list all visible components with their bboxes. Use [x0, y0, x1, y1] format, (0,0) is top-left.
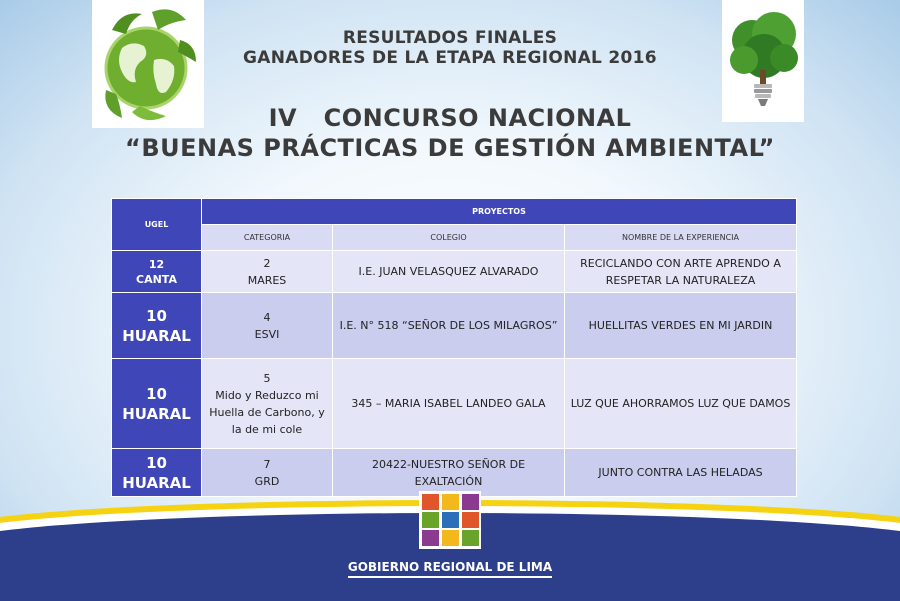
categoria-name: GRD — [254, 474, 280, 488]
categoria-name: Mido y Reduzco mi Huella de Carbono, y la de mi cole — [209, 388, 325, 436]
results-heading — [0, 28, 900, 68]
categoria-number: 7 — [263, 457, 271, 471]
results-table — [111, 198, 797, 497]
categoria-number: 4 — [263, 310, 271, 324]
categoria-number: 2 — [263, 256, 271, 270]
categoria-name: ESVI — [254, 327, 280, 341]
experiencia-cell: HUELLITAS VERDES EN MI JARDIN — [565, 293, 797, 359]
column-group-header-proyectos: PROYECTOS — [202, 199, 797, 225]
categoria-cell — [202, 251, 333, 293]
ugel-number: 10 — [146, 384, 167, 403]
column-header-colegio: COLEGIO — [333, 225, 565, 251]
table-header-row — [112, 199, 797, 225]
experiencia-cell: RECICLANDO CON ARTE APRENDO A RESPETAR LA NATURALEZA — [565, 251, 797, 293]
colegio-cell: I.E. N° 518 “SEÑOR DE LOS MILAGROS” — [333, 293, 565, 359]
experiencia-cell: JUNTO CONTRA LAS HELADAS — [565, 449, 797, 497]
gobierno-regional-brand — [0, 560, 900, 574]
results-heading-line2: GANADORES DE LA ETAPA REGIONAL 2016 — [243, 48, 657, 68]
categoria-cell — [202, 359, 333, 449]
ugel-name: HUARAL — [122, 404, 191, 423]
colegio-cell: 345 – MARIA ISABEL LANDEO GALA — [333, 359, 565, 449]
results-heading-line1: RESULTADOS FINALES — [342, 28, 558, 48]
colegio-cell: I.E. JUAN VELASQUEZ ALVARADO — [333, 251, 565, 293]
ugel-cell — [112, 449, 202, 497]
ugel-number: 10 — [146, 453, 167, 472]
table-row — [112, 251, 797, 293]
contest-title-line1: IV CONCURSO NACIONAL — [268, 104, 632, 132]
table-row — [112, 293, 797, 359]
ugel-name: HUARAL — [122, 326, 191, 345]
table-subheader-row — [112, 225, 797, 251]
column-header-ugel: UGEL — [112, 199, 202, 251]
contest-title-line2: “BUENAS PRÁCTICAS DE GESTIÓN AMBIENTAL” — [125, 134, 775, 162]
ugel-name: CANTA — [136, 272, 177, 286]
ugel-number: 12 — [148, 257, 165, 271]
column-header-experiencia: NOMBRE DE LA EXPERIENCIA — [565, 225, 797, 251]
categoria-cell — [202, 293, 333, 359]
categoria-number: 5 — [263, 371, 271, 385]
ugel-number: 10 — [146, 306, 167, 325]
gobierno-regional-label: GOBIERNO REGIONAL DE LIMA — [348, 560, 552, 578]
categoria-name: MARES — [247, 273, 287, 287]
categoria-cell — [202, 449, 333, 497]
colegio-cell: 20422-NUESTRO SEÑOR DE EXALTACIÓN — [333, 449, 565, 497]
column-header-categoria: CATEGORIA — [202, 225, 333, 251]
table-row — [112, 359, 797, 449]
ugel-cell — [112, 359, 202, 449]
ugel-cell — [112, 251, 202, 293]
contest-title — [0, 103, 900, 163]
ugel-name: HUARAL — [122, 473, 191, 492]
gobierno-regional-logo-icon — [417, 489, 483, 551]
experiencia-cell: LUZ QUE AHORRAMOS LUZ QUE DAMOS — [565, 359, 797, 449]
ugel-cell — [112, 293, 202, 359]
